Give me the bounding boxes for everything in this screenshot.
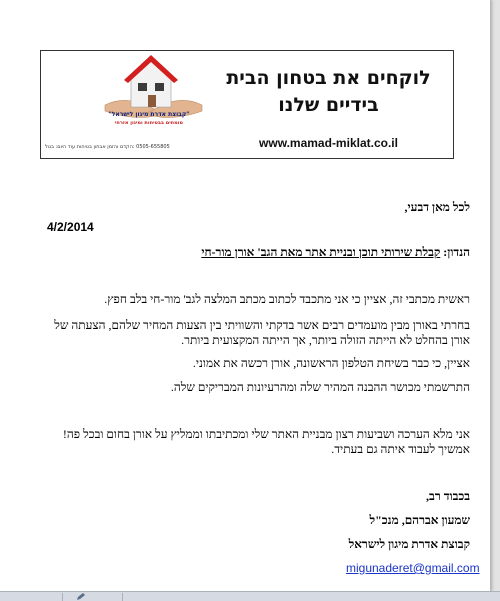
banner-phone: 0505-655805 :הקדם והזמן אבחון בטיחות עוד היום: בטל: [45, 144, 170, 150]
paragraph-2-line-1: בחרתי באורן מבין מועמדים רבים אשר בדקתי והשוויתי בין הצעות המחיר שלהם, הצעתה של: [54, 318, 470, 332]
company-name: קבוצת אדרת מיגון לישראל: [348, 537, 470, 551]
paragraph-5-line-2: אמשיך לעבוד איתה גם בעתיד.: [331, 442, 470, 456]
subject-label: הנדון:: [443, 245, 470, 259]
paragraph-1: ראשית מכתבי זה, אציין כי אני מתכבד לכתוב מכתב המלצה לגב' מור-חי בלב חפץ.: [104, 292, 470, 306]
banner-url: www.mamad-miklat.co.il: [259, 136, 398, 150]
paragraph-3: אציין, כי כבר בשיחת הטלפון הראשונה, אורן רכשה את אמוני.: [192, 356, 470, 370]
subject-text: קבלת שירותי תוכן ובניית אתר מאת הגב' אורן מור-חי: [201, 245, 441, 259]
group-name-label: "קבוצת אדרת מיגון לישראל": [108, 111, 190, 118]
paragraph-2-line-2: אורן בהחלט לא הייתה הזולה ביותר, אך הייתה המקצועית ביותר.: [181, 333, 470, 347]
letter-date: 4/2/2014: [47, 220, 94, 234]
signer-name: שמעון אברהם, מנכ"ל: [369, 513, 470, 527]
paragraph-4: התרשמתי מכושר ההבנה המהיר שלה ומהרעיונות המבריקים שלה.: [170, 380, 470, 394]
letterhead-banner: [40, 50, 454, 159]
subject-line: [40, 245, 470, 260]
paragraph-5-line-1: אני מלא הערכה ושביעות רצון מבניית האתר שלי ומכתיבתו וממליץ על אורן בחום ובכל פה!: [62, 427, 470, 441]
banner-title-line2: בידיים שלנו: [278, 94, 379, 116]
email-link[interactable]: migunaderet@gmail.com: [346, 561, 480, 575]
banner-title: [211, 65, 446, 119]
group-subtitle-label: מומחים בבטיחות ומיגון אזרחי: [114, 120, 184, 126]
salutation: לכל מאן דבעי,: [404, 200, 470, 214]
banner-title-line1: לוקחים את בטחון הבית: [226, 67, 431, 89]
closing: בכבוד רב,: [426, 489, 470, 503]
